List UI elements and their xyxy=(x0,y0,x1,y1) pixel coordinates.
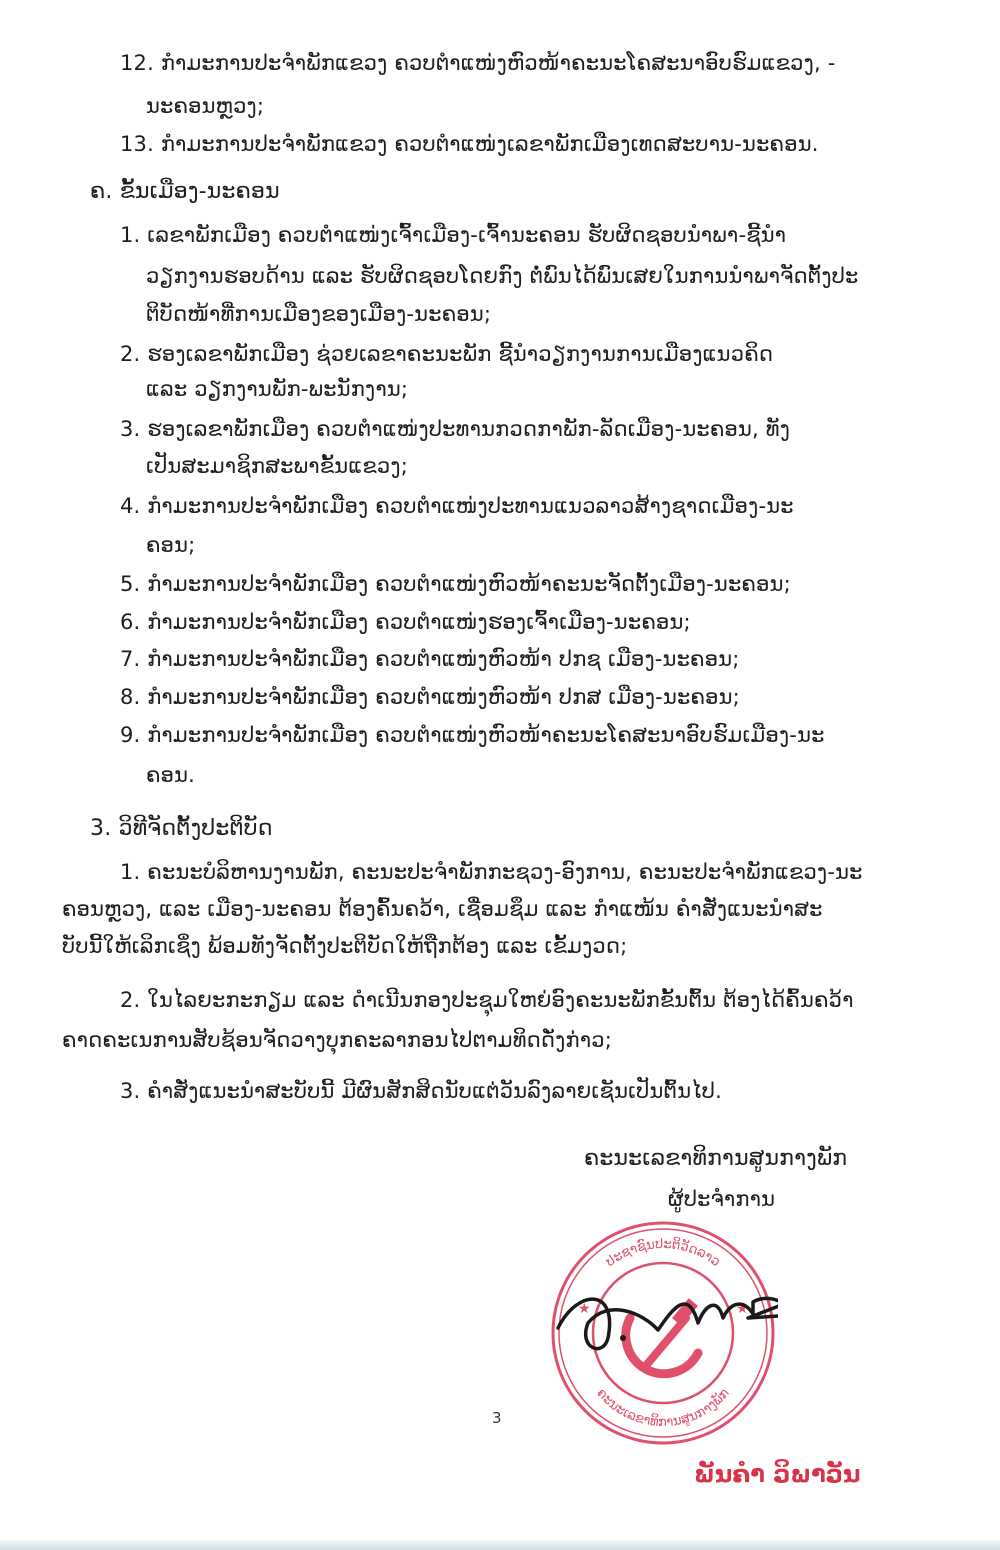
svg-text:ປະຊາຊົນປະຕິວັດລາວ: ປະຊາຊົນປະຕິວັດລາວ xyxy=(603,1236,723,1270)
section-3-line: 2. ໃນໄລຍະກະກຽມ ແລະ ດຳເນີນກອງປະຊຸມໃຫຍ່ອົງຄະນະພັກຂັ້ນຕົ້ນ ຕ້ອງໄດ້ຄົ້ນຄວ້າ xyxy=(120,988,854,1012)
signature-organization: ຄະນະເລຂາທິການສູນກາງພັກ xyxy=(584,1146,848,1171)
signatory-name: ພັນຄຳ ວິພາວັນ xyxy=(694,1460,861,1488)
section-3-line: ຄາດຄະເນການສັບຊ້ອນຈັດວາງບຸກຄະລາກອນໄປຕາມທິດດັ່ງກ່າວ; xyxy=(62,1028,613,1052)
svg-text:ຄະນະເລຂາທິການສູນກາງພັກ: ຄະນະເລຂາທິການສູນກາງພັກ xyxy=(593,1385,733,1431)
seal-icon xyxy=(548,1218,778,1448)
section-3-line: 3. ຄຳສັ່ງແນະນຳສະບັບນີ້ ມີຜົນສັກສິດນັບແຕ່ວັນລົງລາຍເຊັນເປັນຕົ້ນໄປ. xyxy=(120,1079,722,1103)
section-3-line: 1. ຄະນະບໍລິຫານງານພັກ, ຄະນະປະຈຳພັກກະຊວງ-ອົງການ, ຄະນະປະຈຳພັກແຂວງ-ນະ xyxy=(120,860,863,884)
section-c-line: 5. ກຳມະການປະຈຳພັກເມືອງ ຄວບຕຳແໜ່ງຫົວໜ້າຄະນະຈັດຕັ້ງເມືອງ-ນະຄອນ; xyxy=(120,572,791,596)
svg-text:★: ★ xyxy=(736,1301,749,1317)
section-c-line: 9. ກຳມະການປະຈຳພັກເມືອງ ຄວບຕຳແໜ່ງຫົວໜ້າຄະນະໂຄສະນາອົບຮົມເມືອງ-ນະ xyxy=(120,723,825,747)
section-c-line: ຕິບັດໜ້າທີ່ການເມືອງຂອງເມືອງ-ນະຄອນ; xyxy=(146,302,492,326)
svg-text:★: ★ xyxy=(578,1301,591,1317)
section-c-line: ແລະ ວຽກງານພັກ-ພະນັກງານ; xyxy=(146,377,409,401)
section-c-line: ວຽກງານຮອບດ້ານ ແລະ ຮັບຜິດຊອບໂດຍກົງ ຕໍ່ພົນໄດ້ພົນເສຍໃນການນຳພາຈັດຕັ້ງປະ xyxy=(146,264,859,288)
section-3-line: ຄອນຫຼວງ, ແລະ ເມືອງ-ນະຄອນ ຕ້ອງຄົ້ນຄວ້າ, ເຊື່ອມຊຶມ ແລະ ກຳແໜ້ນ ຄຳສັ່ງແນະນຳສະ xyxy=(62,897,823,921)
section-3-line: ບັບນີ້ໃຫ້ເລິກເຊິ່ງ ພ້ອມທັງຈັດຕັ້ງປະຕິບັດໃຫ້ຖືກຕ້ອງ ແລະ ເຂັ້ມງວດ; xyxy=(62,934,628,958)
section-c-line: 1. ເລຂາພັກເມືອງ ຄວບຕຳແໜ່ງເຈົ້າເມືອງ-ເຈົ້ານະຄອນ ຮັບຜິດຊອບນຳພາ-ຊີ້ນຳ xyxy=(120,223,787,247)
page-number: 3 xyxy=(492,1409,502,1427)
item-12-line-1: 12. ກຳມະການປະຈຳພັກແຂວງ ຄວບຕຳແໜ່ງຫົວໜ້າຄະນະໂຄສະນາອົບຮົມແຂວງ, - xyxy=(120,51,836,75)
section-c-line: 4. ກຳມະການປະຈຳພັກເມືອງ ຄວບຕຳແໜ່ງປະທານແນວລາວສ້າງຊາດເມືອງ-ນະ xyxy=(120,494,794,518)
section-c-line: ເປັນສະມາຊິກສະພາຂັ້ນແຂວງ; xyxy=(146,454,408,478)
section-3-heading: 3. ວິທີຈັດຕັ້ງປະຕິບັດ xyxy=(90,816,273,841)
page-bottom-edge xyxy=(0,1540,1000,1550)
item-12-line-2: ນະຄອນຫຼວງ; xyxy=(146,94,265,118)
section-c-line: 7. ກຳມະການປະຈຳພັກເມືອງ ຄວບຕຳແໜ່ງຫົວໜ້າ ປກຊ ເມືອງ-ນະຄອນ; xyxy=(120,647,740,671)
signature-title: ຜູ້ປະຈຳການ xyxy=(668,1187,776,1211)
section-c-line: 6. ກຳມະການປະຈຳພັກເມືອງ ຄວບຕຳແໜ່ງຮອງເຈົ້າເມືອງ-ນະຄອນ; xyxy=(120,610,691,634)
item-13: 13. ກຳມະການປະຈຳພັກແຂວງ ຄວບຕຳແໜ່ງເລຂາພັກເມືອງເທດສະບານ-ນະຄອນ. xyxy=(120,132,819,156)
section-c-line: 3. ຮອງເລຂາພັກເມືອງ ຄວບຕຳແໜ່ງປະທານກວດກາພັກ-ລັດເມືອງ-ນະຄອນ, ທັງ xyxy=(120,417,791,441)
section-c-heading: ຄ. ຂັ້ນເມືອງ-ນະຄອນ xyxy=(90,179,280,204)
party-seal-stamp xyxy=(548,1218,778,1448)
section-c-line: ຄອນ; xyxy=(146,533,196,557)
section-c-line: 8. ກຳມະການປະຈຳພັກເມືອງ ຄວບຕຳແໜ່ງຫົວໜ້າ ປກສ ເມືອງ-ນະຄອນ; xyxy=(120,685,740,709)
section-c-line: 2. ຮອງເລຂາພັກເມືອງ ຊ່ວຍເລຂາຄະນະພັກ ຊີ້ນຳວຽກງານການເມືອງແນວຄິດ xyxy=(120,342,774,366)
section-c-line: ຄອນ. xyxy=(146,763,196,787)
